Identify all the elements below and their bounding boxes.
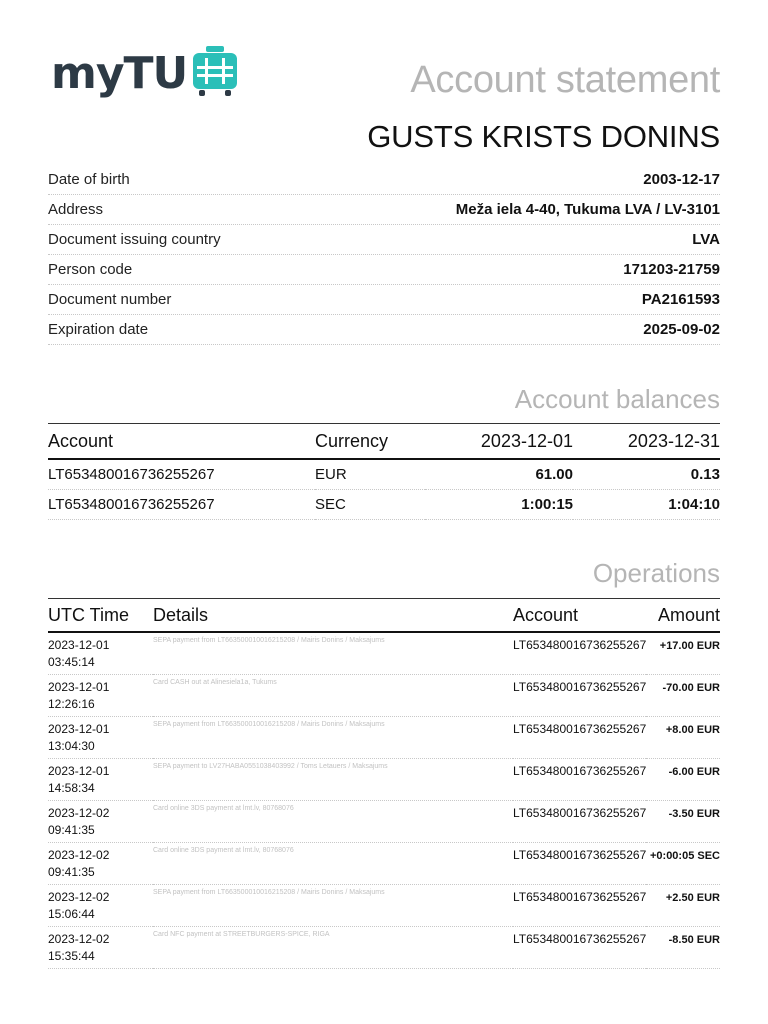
operation-date: 2023-12-02 <box>48 890 110 904</box>
operation-time <box>48 927 153 969</box>
balance-start: 1:00:15 <box>425 490 573 520</box>
mytu-logo <box>51 44 241 106</box>
operation-amount: +8.00 EUR <box>646 717 720 759</box>
table-row <box>48 927 720 969</box>
table-row <box>48 459 720 490</box>
operation-clock: 09:41:35 <box>48 823 95 837</box>
end-date-column-header: 2023-12-31 <box>573 424 720 460</box>
account-holder-name: GUSTS KRISTS DONINS <box>367 119 720 154</box>
operation-clock: 14:58:34 <box>48 781 95 795</box>
balance-end: 0.13 <box>573 459 720 490</box>
operation-time <box>48 717 153 759</box>
operation-account: LT653480016736255267 <box>513 927 646 969</box>
operation-time <box>48 885 153 927</box>
info-row <box>48 165 720 195</box>
start-date-column-header: 2023-12-01 <box>425 424 573 460</box>
balance-currency: EUR <box>315 459 425 490</box>
operation-amount: -3.50 EUR <box>646 801 720 843</box>
operation-date: 2023-12-02 <box>48 932 110 946</box>
date-of-birth-value: 2003-12-17 <box>643 171 720 188</box>
info-row <box>48 195 720 225</box>
operation-amount: +17.00 EUR <box>646 632 720 675</box>
operation-clock: 15:06:44 <box>48 907 95 921</box>
info-row <box>48 255 720 285</box>
table-row <box>48 885 720 927</box>
table-row <box>48 843 720 885</box>
operation-details: SEPA payment from LT663500010016215208 / Mairis Donins / Maksajums <box>153 885 513 927</box>
expiration-date-value: 2025-09-02 <box>643 321 720 338</box>
date-of-birth-label: Date of birth <box>48 171 130 188</box>
operation-clock: 15:35:44 <box>48 949 95 963</box>
operation-time <box>48 759 153 801</box>
amount-column-header: Amount <box>646 599 720 633</box>
expiration-date-label: Expiration date <box>48 321 149 338</box>
table-row <box>48 675 720 717</box>
operation-clock: 13:04:30 <box>48 739 95 753</box>
info-row <box>48 285 720 315</box>
operations-section-title: Operations <box>592 558 720 588</box>
operation-details: Card NFC payment at STREETBURGERS-SPICE, RIGA <box>153 927 513 969</box>
operation-account: LT653480016736255267 <box>513 717 646 759</box>
operation-amount: +2.50 EUR <box>646 885 720 927</box>
operation-clock: 03:45:14 <box>48 655 95 669</box>
operation-date: 2023-12-01 <box>48 722 110 736</box>
balance-account: LT653480016736255267 <box>48 490 315 520</box>
table-row <box>48 490 720 520</box>
operation-clock: 12:26:16 <box>48 697 95 711</box>
operation-account: LT653480016736255267 <box>513 801 646 843</box>
operation-amount: -70.00 EUR <box>646 675 720 717</box>
issuing-country-label: Document issuing country <box>48 231 221 248</box>
document-title: Account statement <box>410 59 720 101</box>
operation-date: 2023-12-02 <box>48 806 110 820</box>
table-row <box>48 717 720 759</box>
person-code-label: Person code <box>48 261 133 278</box>
info-row <box>48 225 720 255</box>
operation-account: LT653480016736255267 <box>513 632 646 675</box>
operation-account: LT653480016736255267 <box>513 675 646 717</box>
operation-date: 2023-12-02 <box>48 848 110 862</box>
balance-end: 1:04:10 <box>573 490 720 520</box>
operation-account: LT653480016736255267 <box>513 759 646 801</box>
account-column-header: Account <box>513 599 646 633</box>
operation-date: 2023-12-01 <box>48 764 110 778</box>
operation-details: Card online 3DS payment at lmt.lv, 80768076 <box>153 801 513 843</box>
operation-account: LT653480016736255267 <box>513 843 646 885</box>
document-number-value: PA2161593 <box>641 291 720 308</box>
operation-time <box>48 843 153 885</box>
suitcase-icon <box>191 46 239 98</box>
balance-account: LT653480016736255267 <box>48 459 315 490</box>
table-row <box>48 801 720 843</box>
operation-time <box>48 632 153 675</box>
document-number-label: Document number <box>48 291 172 308</box>
details-column-header: Details <box>153 599 513 633</box>
operations-header-row <box>48 599 720 633</box>
logo-text: myTU <box>51 48 188 99</box>
balance-currency: SEC <box>315 490 425 520</box>
currency-column-header: Currency <box>315 424 425 460</box>
operations-table <box>48 598 720 969</box>
address-label: Address <box>48 201 104 218</box>
operation-details: Card online 3DS payment at lmt.lv, 80768076 <box>153 843 513 885</box>
operation-time <box>48 801 153 843</box>
operation-amount: -6.00 EUR <box>646 759 720 801</box>
issuing-country-value: LVA <box>692 231 720 248</box>
person-code-value: 171203-21759 <box>623 261 720 278</box>
operation-amount: +0:00:05 SEC <box>646 843 720 885</box>
personal-info <box>48 165 720 345</box>
operation-details: SEPA payment from LT663500010016215208 / Mairis Donins / Maksajums <box>153 717 513 759</box>
balances-header-row <box>48 424 720 460</box>
utc-time-column-header: UTC Time <box>48 599 153 633</box>
operation-amount: -8.50 EUR <box>646 927 720 969</box>
address-value: Meža iela 4-40, Tukuma LVA / LV-3101 <box>455 201 720 218</box>
operation-details: SEPA payment to LV27HABA0551038403992 / Toms Letauers / Maksajums <box>153 759 513 801</box>
operation-date: 2023-12-01 <box>48 680 110 694</box>
operation-details: SEPA payment from LT663500010016215208 / Mairis Donins / Maksajums <box>153 632 513 675</box>
operation-clock: 09:41:35 <box>48 865 95 879</box>
info-row <box>48 315 720 345</box>
operation-time <box>48 675 153 717</box>
table-row <box>48 759 720 801</box>
operation-date: 2023-12-01 <box>48 638 110 652</box>
account-column-header: Account <box>48 424 315 460</box>
operation-account: LT653480016736255267 <box>513 885 646 927</box>
balances-section-title: Account balances <box>514 384 720 414</box>
balances-table <box>48 423 720 520</box>
operation-details: Card CASH out at Alinesiela1a, Tukums <box>153 675 513 717</box>
balance-start: 61.00 <box>425 459 573 490</box>
table-row <box>48 632 720 675</box>
